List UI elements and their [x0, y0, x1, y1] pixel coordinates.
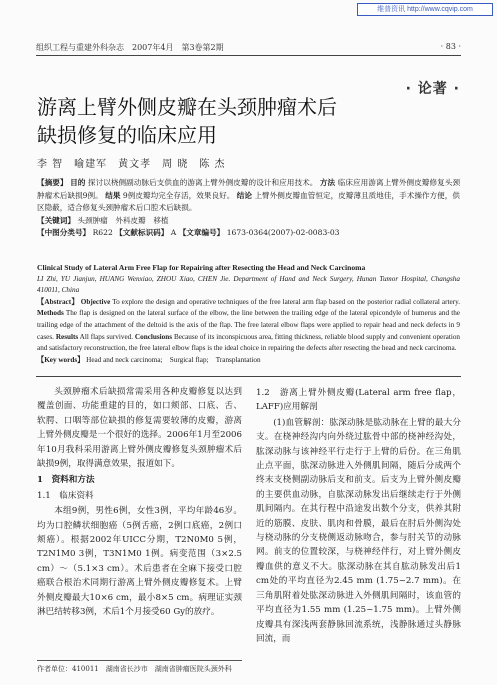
- english-keywords: [37, 355, 460, 367]
- abstract-cn: [37, 177, 460, 240]
- objective-label: 目的: [70, 178, 86, 187]
- page-number: · 83 ·: [440, 42, 461, 51]
- doc-code-label: 【文献标识码】: [115, 228, 169, 237]
- footnote-rule: [37, 660, 242, 661]
- body-left-column: [37, 385, 242, 620]
- article-title: [37, 93, 477, 149]
- conclusion-text: 上臂外侧皮瓣血管恒定，皮瓣薄且质地佳，手术操作方便，供区隐蔽，适合修复头颈肿瘤术后口腔术后缺损。: [37, 190, 460, 212]
- keywords-cn: [37, 215, 460, 228]
- method-label: 方法: [319, 178, 336, 187]
- english-objective: To explore the design and operative techniques of the free lateral arm flap based on the posterior radial collateral artery.: [112, 297, 460, 306]
- author-affiliation-footnote: 作者单位：410011 湖南省长沙市 湖南省肿瘤医院头颈外科: [37, 665, 232, 673]
- method-text: 临床应用游离上臂外侧皮瓣修复头颈肿瘤术后缺损9例。: [37, 178, 461, 200]
- running-head: 组织工程与重建外科杂志 2007年4月 第3卷第2期: [36, 43, 224, 52]
- english-results: All flaps survived.: [79, 332, 134, 341]
- title-line-1: 游离上臂外侧皮瓣在头颈肿瘤术后: [37, 95, 337, 119]
- abstract-label: 【摘要】: [37, 178, 68, 187]
- conclusion-label: 结论: [236, 190, 252, 200]
- section-tag: · 论著 ·: [405, 81, 460, 97]
- clc-value: R622: [92, 228, 113, 237]
- english-results-label: Results: [55, 332, 79, 341]
- english-conclusions: Because of its inconspicuous area, fitting thickness, reliable blood supply and convenient operation and satisfactory reconstruction, the free lateral elbow flaps is the ideal choice in repairing the defects after resecting the head and neck carcinoma.: [37, 332, 461, 353]
- english-objective-label: Objective: [80, 297, 111, 306]
- english-keywords-text: Head and neck carcinoma; Surgical flap; Transplantation: [86, 355, 261, 364]
- english-abstract-text: [37, 297, 460, 355]
- anatomy-paragraph: (1)血管解剖：肱深动脉是肱动脉在上臂的最大分支。在桡神经沟内向外绕过肱骨中部的桡神经沟处，肱深动脉与该神经平行走行于上臂的后份。在三角肌止点平面，肱深动脉进入外侧肌间隔，随后分成两个终末支桡侧副动脉后支和前支。后支为上臂外侧皮瓣的主要供血动脉，自肱深动脉发出后继续走行于外侧肌间隔内。在其行程中沿途发出数个分支，供养其附近的筋膜、皮肤、肌肉和骨膜，最后在肘后外侧沟处与桡动脉的分支桡侧返动脉吻合，参与肘关节的动脉网。前支的位置较深，与桡神经伴行，对上臂外侧皮瓣血供的意义不大。肱深动脉在其自肱动脉发出后1 cm处的平均直径为2.45 mm (1.75~2.7 mm)。在三角肌附着处肱深动脉进入外侧肌间隔时，该血管的平均直径为1.55 mm (1.25~1.75 mm)。上臂外侧皮瓣具有深浅两套静脉回流系统，浅静脉通过头静脉回流，而: [256, 417, 461, 644]
- clinical-data-paragraph: 本组9例，男性6例，女性3例，平均年龄46岁。均为口腔鳞状细胞癌（5例舌癌，2例口底癌，2例口颊癌）。根据2002年UICC分期，T2N0M0 5例，T2N1M0 3例，T3N1M0 1例。病变范围（3×2.5 cm）～（5.1×3 cm）。术后患者在全麻下接受口腔癌联合根治术同期行游离上臂外侧皮瓣修复术。上臂外侧皮瓣最大10×6 cm，最小8×5 cm。病理证实颈淋巴结转移3例，术后1个月接受60 Gy的放疗。: [37, 506, 242, 618]
- objective-text: 探讨以桡侧副动脉后支供血的游离上臂外侧皮瓣的设计和应用技术。: [87, 178, 318, 187]
- result-text: 9例皮瓣均完全存活，效果良好。: [122, 190, 235, 200]
- english-abstract-label: 【Abstract】: [37, 297, 79, 306]
- abstract-cn-text: [37, 177, 460, 215]
- title-line-2: 缺损修复的临床应用: [37, 123, 217, 147]
- header-rule: [36, 55, 461, 56]
- authors-cn: 李 智 喻建军 黄文孝 周 晓 陈 杰: [37, 159, 226, 170]
- abstract-divider: [36, 376, 461, 377]
- keywords-cn-label: 【关键词】: [37, 215, 75, 225]
- article-number-value: 1673-0364(2007)-02-0083-03: [226, 228, 340, 237]
- abstract-en: [37, 262, 460, 366]
- english-authors-affiliation: LI Zhi, YU Jianjun, HUANG Wenxiao, ZHOU Xiao, CHEN Jie. Department of Hand and Neck Surgery, Hunan Tumor Hospital, Changsha 410011, China: [37, 274, 460, 295]
- body-right-column: [256, 385, 461, 646]
- english-keywords-label: 【Key words】: [37, 355, 85, 364]
- section-heading-1: 1 资料和方法: [37, 475, 95, 486]
- keywords-cn-text: 头颈肿瘤 外科皮瓣 移植: [77, 215, 169, 225]
- intro-paragraph: 头颈肿瘤术后缺损常需采用各种皮瓣修复以达到覆盖创面、功能重建的目的，如口颊部、口底、舌、软腭、口咽等部位缺损的修复需要较薄的皮瓣，游离上臂外侧皮瓣是一个很好的选择。2006年1月至2006年10月我科采用游离上臂外侧皮瓣修复头颈肿瘤术后缺损9例，取得满意效果，报道如下。: [37, 387, 242, 470]
- english-conclusions-label: Conclusions: [134, 332, 173, 341]
- section-heading-1-2: 1.2 游离上臂外侧皮瓣(Lateral arm free flap，LAFF)应用解剖: [256, 388, 461, 413]
- article-number-label: 【文章编号】: [178, 228, 225, 237]
- english-methods-label: Methods: [37, 309, 64, 318]
- english-title: Clinical Study of Lateral Arm Free Flap for Repairing after Resecting the Head and Neck Carcinoma: [37, 263, 366, 272]
- clc-label: 【中图分类号】: [37, 228, 91, 237]
- english-methods: The flap is designed on the lateral surface of the elbow, the line between the trailing edge of the lateral epicondyle of humerus and the trailing edge of the attachment of the deltoid is the axis of the flap. The free lateral elbow flaps were applied to repair head and neck defects in 9 cases.: [37, 309, 460, 341]
- classification-line: [37, 227, 460, 240]
- result-label: 结果: [105, 190, 121, 200]
- section-heading-1-1: 1.1 临床资料: [37, 490, 94, 501]
- doc-code-value: A: [170, 228, 177, 237]
- source-stamp: 维普资讯 http://www.cqvip.com: [357, 3, 493, 16]
